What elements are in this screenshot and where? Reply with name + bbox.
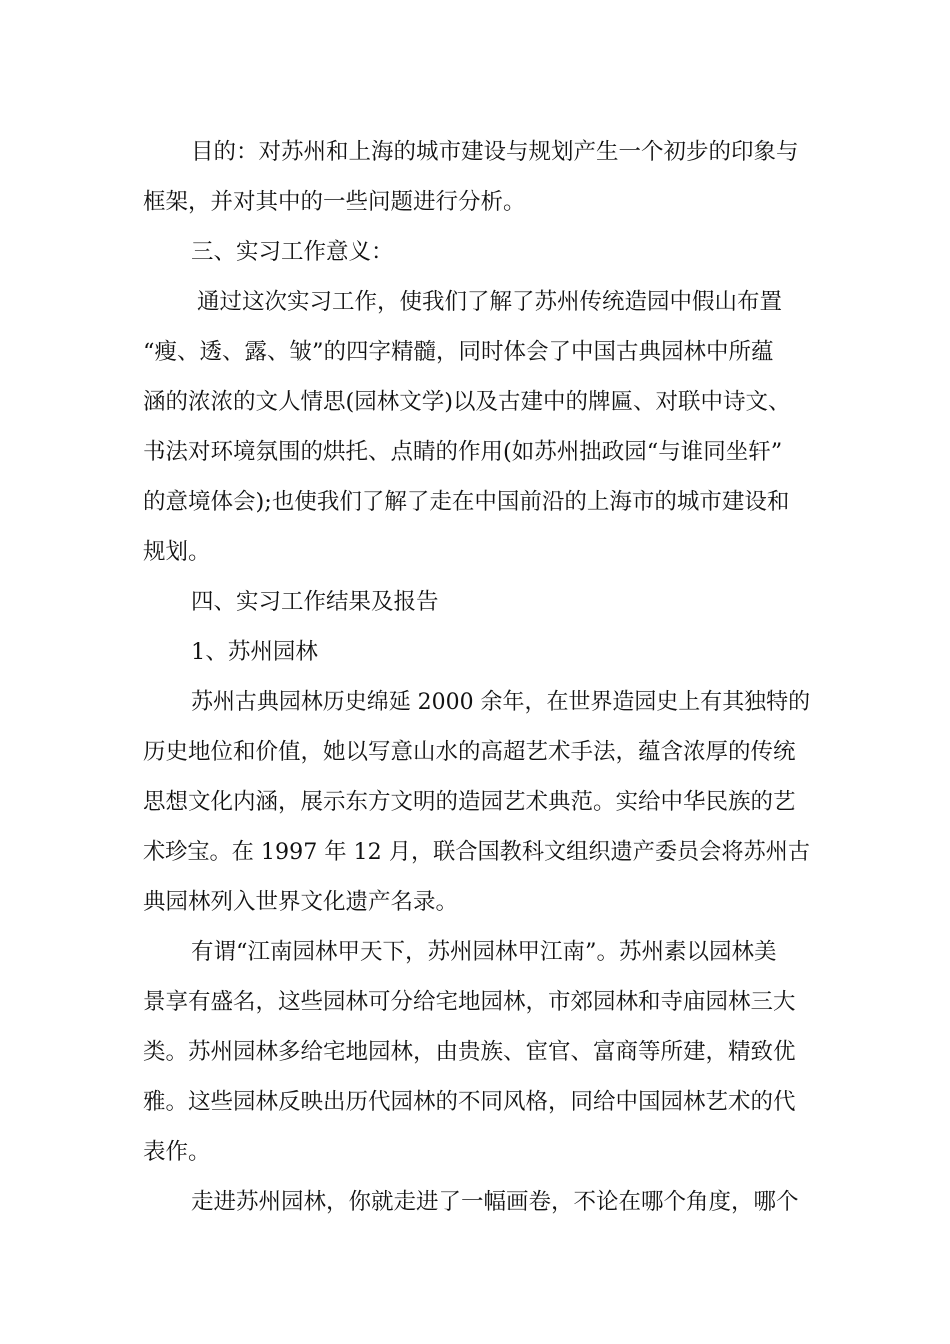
text-line: 雅。这些园林反映出历代园林的不同风格，同给中国园林艺术的代	[143, 1089, 796, 1115]
text-line: 思想文化内涵，展示东方文明的造园艺术典范。实给中华民族的艺	[143, 789, 796, 815]
text-line: 苏州古典园林历史绵延 2000 余年，在世界造园史上有其独特的	[191, 689, 811, 715]
text-line: 目的：对苏州和上海的城市建设与规划产生一个初步的印象与	[191, 139, 799, 165]
text-line: “瘦、透、露、皱”的四字精髓，同时体会了中国古典园林中所蕴	[143, 339, 774, 365]
text-line: 规划。	[143, 539, 211, 565]
section-heading: 四、实习工作结果及报告	[191, 589, 439, 615]
text-line: 通过这次实习工作，使我们了解了苏州传统造园中假山布置	[197, 289, 783, 315]
text-line: 走进苏州园林，你就走进了一幅画卷，不论在哪个角度，哪个	[191, 1189, 799, 1215]
text-line: 表作。	[143, 1139, 211, 1165]
text-line: 术珍宝。在 1997 年 12 月，联合国教科文组织遗产委员会将苏州古	[143, 839, 811, 865]
text-line: 框架，并对其中的一些问题进行分析。	[143, 189, 526, 215]
text-line: 书法对环境氛围的烘托、点睛的作用(如苏州拙政园“与谁同坐轩”	[143, 439, 783, 465]
subsection-heading: 1、苏州园林	[191, 639, 318, 665]
section-heading: 三、实习工作意义：	[191, 239, 394, 265]
text-line: 景享有盛名，这些园林可分给宅地园林，市郊园林和寺庙园林三大	[143, 989, 796, 1015]
text-line: 历史地位和价值，她以写意山水的高超艺术手法，蕴含浓厚的传统	[143, 739, 796, 765]
text-line: 有谓“江南园林甲天下，苏州园林甲江南”。苏州素以园林美	[191, 939, 777, 965]
text-line: 的意境体会);也使我们了解了走在中国前沿的上海市的城市建设和	[143, 489, 790, 515]
text-line: 涵的浓浓的文人情思(园林文学)以及古建中的牌匾、对联中诗文、	[143, 389, 791, 415]
text-line: 类。苏州园林多给宅地园林，由贵族、宦官、富商等所建，精致优	[143, 1039, 796, 1065]
text-line: 典园林列入世界文化遗产名录。	[143, 889, 459, 915]
